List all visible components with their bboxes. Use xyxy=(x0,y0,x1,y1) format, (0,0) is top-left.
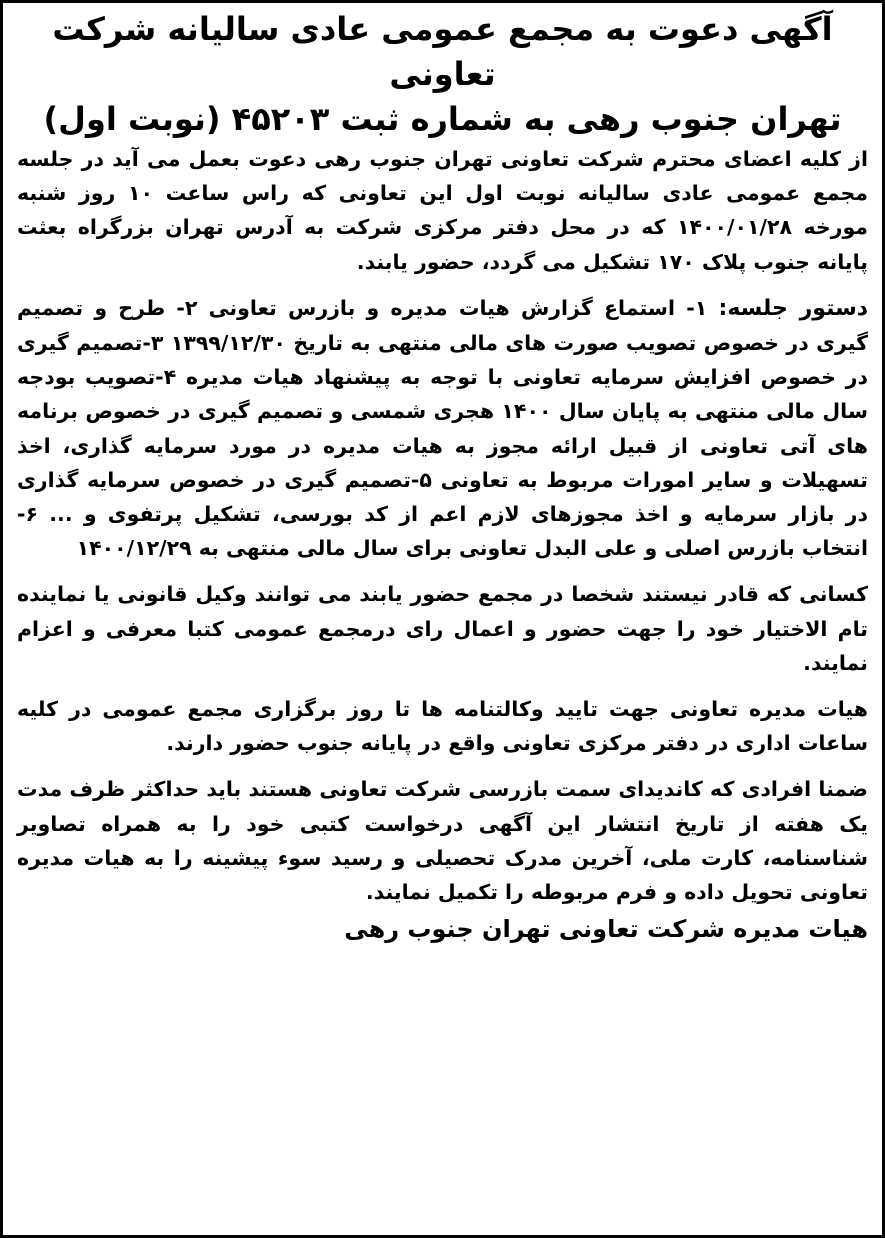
agenda-paragraph xyxy=(17,291,868,566)
notice-body xyxy=(17,142,868,909)
intro-paragraph: از کلیه اعضای محترم شرکت تعاونی تهران جنوب رهی دعوت بعمل می آید در جلسه مجمع عمومی عادی سالیانه نوبت اول این تعاونی که راس ساعت ۱۰ روز شنبه مورخه ۱۴۰۰/۰۱/۲۸ که در محل دفتر مرکزی شرکت به آدرس تهران بزرگراه بعثت پایانه جنوب پلاک ۱۷۰ تشکیل می گردد، حضور یابند. xyxy=(17,147,869,274)
agenda-label: دستور جلسه: xyxy=(718,295,869,321)
notice-title xyxy=(17,7,868,142)
board-hours-paragraph: هیات مدیره تعاونی جهت تایید وکالتنامه ها تا روز برگزاری مجمع عمومی در کلیه ساعات اداری در دفتر مرکزی تعاونی واقع در پایانه جنوب حضور دارند. xyxy=(17,697,868,756)
agenda-text: ۱- استماع گزارش هیات مدیره و بازرس تعاونی ۲- طرح و تصمیم گیری در خصوص تصویب صورت های مالی منتهی به تاریخ ۱۳۹۹/۱۲/۳۰ ۳-تصمیم گیری در خصوص افزایش سرمایه تعاونی با توجه به پیشنهاد هیات مدیره ۴-تصویب بودجه سال مالی منتهی به پایان سال ۱۴۰۰ هجری شمسی و تصمیم گیری در خصوص برنامه های آتی تعاونی از قبیل ارائه مجوز به هیات مدیره در مورد سرمایه گذاری، اخذ تسهیلات و سایر امورات مربوط به تعاونی ۵-تصمیم گیری در خصوص سرمایه گذاری در بازار سرمایه و اخذ مجوزهای لازم اعم از کد بورسی، تشکیل پرتفوی و ... ۶-انتخاب بازرس اصلی و علی البدل تعاونی برای سال مالی منتهی به ۱۴۰۰/۱۲/۲۹ xyxy=(17,295,868,561)
title-line-2: تهران جنوب رهی به شماره ثبت ۴۵۲۰۳ (نوبت اول) xyxy=(43,100,842,138)
candidates-paragraph: ضمنا افرادی که کاندیدای سمت بازرسی شرکت تعاونی هستند باید حداکثر ظرف مدت یک هفته از تاریخ انتشار این آگهی درخواست کتبی خود را به همراه تصاویر شناسنامه، کارت ملی، آخرین مدرک تحصیلی و رسید سوء پیشینه را به هیات مدیره تعاونی تحویل داده و فرم مربوطه را تکمیل نمایند. xyxy=(17,777,868,905)
signature: هیات مدیره شرکت تعاونی تهران جنوب رهی xyxy=(344,915,868,944)
proxy-paragraph: کسانی که قادر نیستند شخصا در مجمع حضور یابند می توانند وکیل قانونی یا نماینده تام الاختیار خود را جهت حضور و اعمال رای درمجمع عمومی کتبا معرفی و اعزام نمایند. xyxy=(17,582,868,675)
title-line-1: آگهی دعوت به مجمع عمومی عادی سالیانه شرکت تعاونی xyxy=(52,10,833,93)
